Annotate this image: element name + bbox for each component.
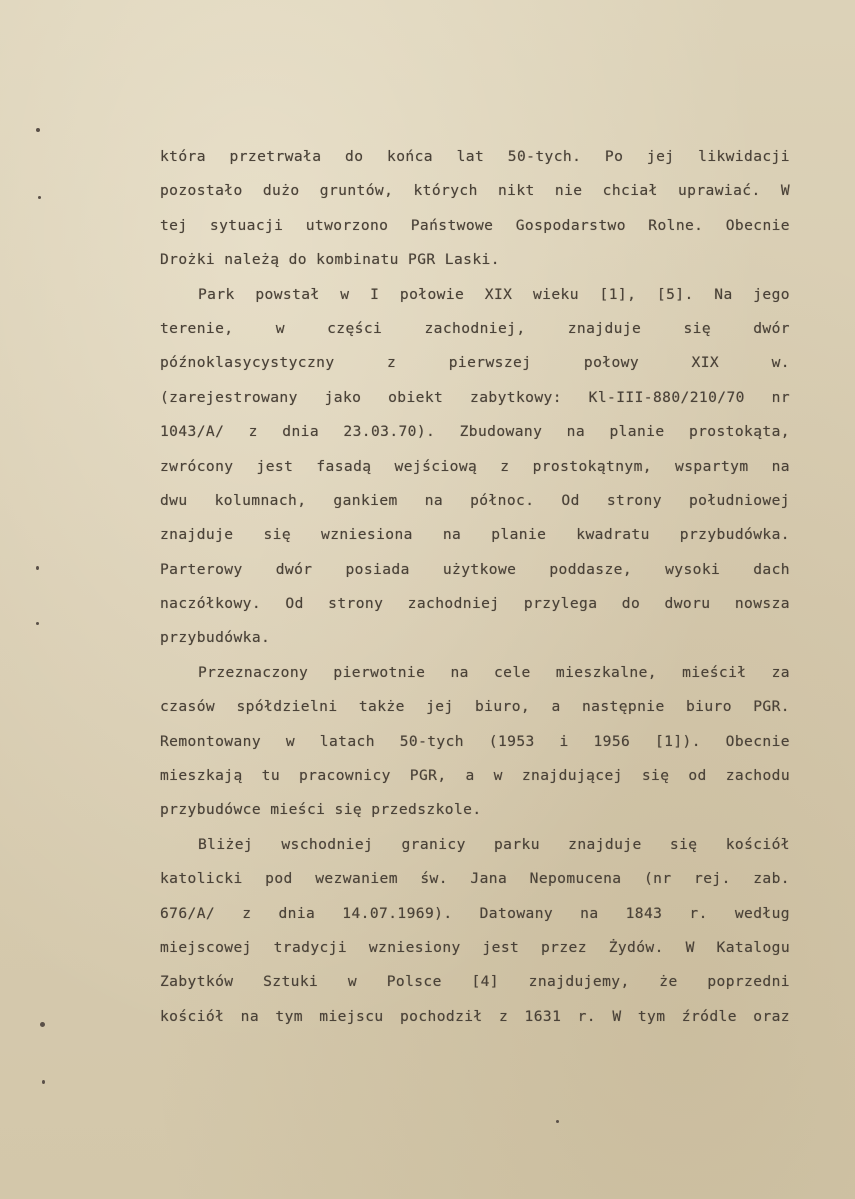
text-line: terenie, w części zachodniej, znajduje się dwór [160,319,790,337]
text-line: Park powstał w I połowie XIX wieku [1], [5]. Na jego [198,285,790,303]
scan-speck [42,1080,45,1084]
text-line: naczółkowy. Od strony zachodniej przylega do dworu nowsza [160,595,790,613]
text-line: znajduje się wzniesiona na planie kwadratu przybudówka. [160,526,790,544]
scan-speck [36,566,39,570]
text-line: dwu kolumnach, gankiem na północ. Od strony południowej [160,491,790,509]
text-line: przybudówce mieści się przedszkole. [160,801,482,819]
text-line: czasów spółdzielni także jej biuro, a następnie biuro PGR. [160,698,790,716]
text-line: Bliżej wschodniej granicy parku znajduje się kościół [198,835,790,853]
text-line: tej sytuacji utworzono Państwowe Gospodarstwo Rolne. Obecnie [160,216,790,234]
paragraph [160,828,790,1034]
text-line: kościół na tym miejscu pochodził z 1631 r. W tym źródle oraz [160,1007,790,1025]
text-line: zwrócony jest fasadą wejściową z prostokątnym, wspartym na [160,457,790,475]
paragraph [160,278,790,656]
text-line: Parterowy dwór posiada użytkowe poddasze, wysoki dach [160,560,790,578]
scan-speck [556,1120,559,1123]
text-line: katolicki pod wezwaniem św. Jana Nepomucena (nr rej. zab. [160,870,790,888]
text-line: pozostało dużo gruntów, których nikt nie chciał uprawiać. W [160,182,790,200]
document-body-text [160,140,790,1034]
text-line: mieszkają tu pracownicy PGR, a w znajdującej się od zachodu [160,767,790,785]
text-line: (zarejestrowany jako obiekt zabytkowy: Kl-III-880/210/70 nr [160,388,790,406]
text-line: Przeznaczony pierwotnie na cele mieszkalne, mieścił za [198,663,790,681]
text-line: Drożki należą do kombinatu PGR Laski. [160,251,500,269]
text-line: 1043/A/ z dnia 23.03.70). Zbudowany na planie prostokąta, [160,423,790,441]
text-line: przybudówka. [160,629,271,647]
scan-speck [36,128,40,132]
text-line: miejscowej tradycji wzniesiony jest przez Żydów. W Katalogu [160,938,790,956]
text-line: Zabytków Sztuki w Polsce [4] znajdujemy, że poprzedni [160,973,790,991]
scan-speck [36,622,39,625]
scan-speck [40,1022,45,1027]
paragraph [160,140,790,278]
text-line: późnoklasycystyczny z pierwszej połowy XIX w. [160,354,790,372]
text-line: która przetrwała do końca lat 50-tych. Po jej likwidacji [160,148,790,165]
paragraph [160,656,790,828]
scan-speck [38,196,41,199]
text-line: Remontowany w latach 50-tych (1953 i 1956 [1]). Obecnie [160,732,790,750]
text-line: 676/A/ z dnia 14.07.1969). Datowany na 1843 r. według [160,904,790,922]
